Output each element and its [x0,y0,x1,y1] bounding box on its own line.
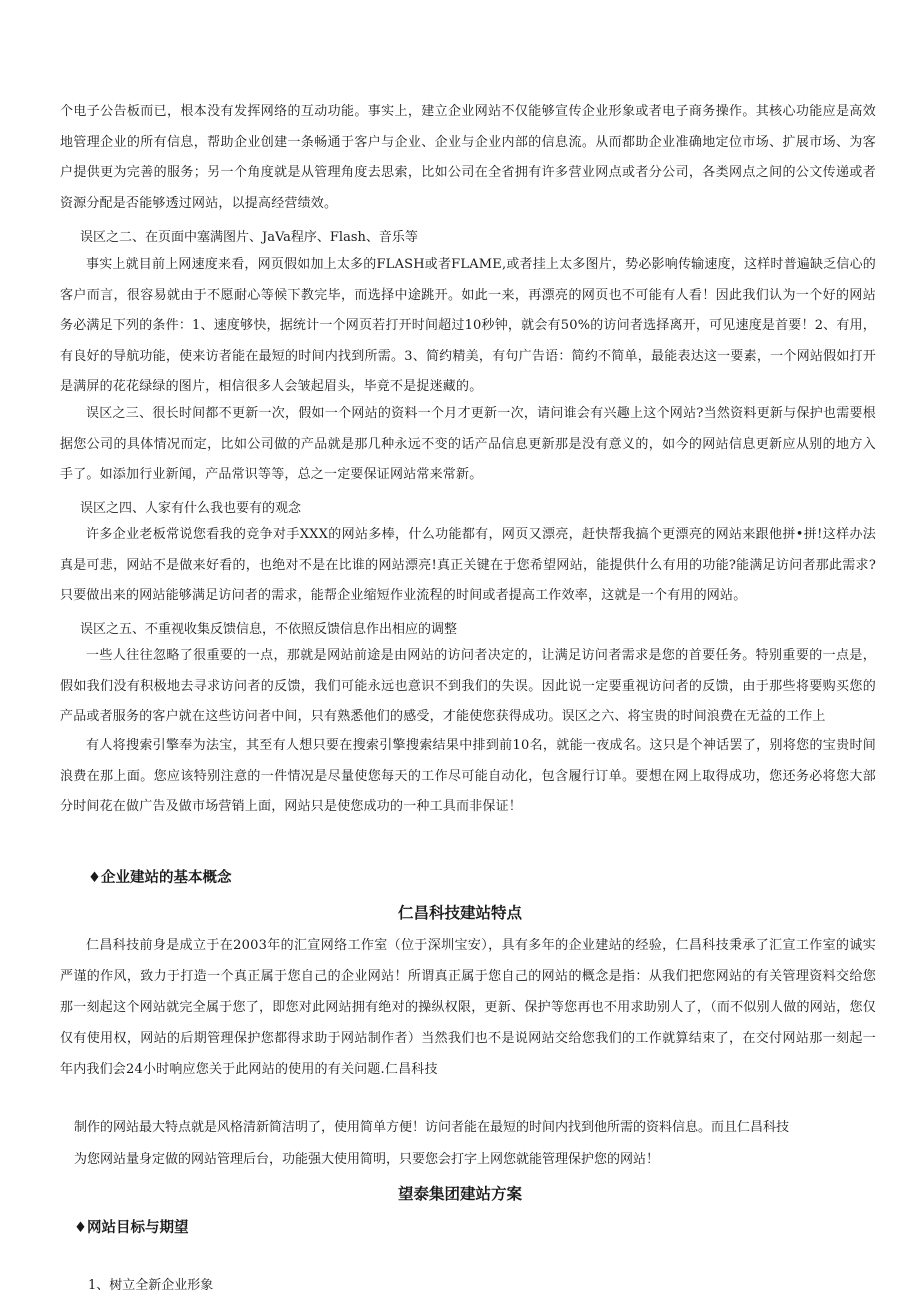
line-renchang-feature: 制作的网站最大特点就是风格清新简洁明了，使用简单方便！访问者能在最短的时间内找到他所需的资料信息。而且仁昌科技 [74,1120,790,1135]
paragraph-renchang-intro: 仁昌科技前身是成立于在2003年的汇宣网络工作室（位于深圳宝安），具有多年的企业建站的经验，仁昌科技秉承了汇宣工作室的诚实严谨的作风，致力于打造一个真正属于您自己的企业网站！所谓真正属于您自己的网站的概念是指：从我们把您网站的有关管理资料交给您那一刻起这个网站就完全属于您了，即您对此网站拥有绝对的操纵权限，更新、保护等您再也不用求助别人了，（而不似别人做的网站，您仅仅有使用权，网站的后期管理保护您都得求助于网站制作者）当然我们也不是说网站交给您我们的工作就算结束了，在交付网站那一刻起一年内我们会24小时响应您关于此网站的使用的有关问题.仁昌科技 [60,938,876,1077]
heading-mistake-5: 误区之五、不重视收集反馈信息，不依照反馈信息作出相应的调整 [80,622,458,637]
title-wangtai-plan: 望泰集团建站方案 [397,1185,522,1203]
section-heading-basic-concept: ♦企业建站的基本概念 [88,870,232,886]
section-heading-goals: ♦网站目标与期望 [74,1220,189,1236]
paragraph-mistake-5: 一些人往往忽略了很重要的一点，那就是网站前途是由网站的访问者决定的，让满足访问者需求是您的首要任务。特别重要的一点是，假如我们没有积极地去寻求访问者的反馈，我们可能永远也意识不到我们的失误。因此说一定要重视访问者的反馈，由于那些将要购买您的产品或者服务的客户就在这些访问者中间，只有熟悉他们的感受，才能使您获得成功。误区之六、将宝贵的时间浪费在无益的工作上 [60,648,876,724]
list-item-goal-1: 1、树立全新企业形象 [88,1278,214,1293]
line-renchang-backend: 为您网站量身定做的网站管理后台，功能强大使用简明，只要您会打字上网您就能管理保护您的网站！ [74,1152,660,1167]
paragraph-intro-continued: 个电子公告板而已，根本没有发挥网络的互动功能。事实上，建立企业网站不仅能够宣传企业形象或者电子商务操作。其核心功能应是高效地管理企业的所有信息，帮助企业创建一条畅通于客户与企业、企业与企业内部的信息流。从而都助企业准确地定位市场、扩展市场、为客户提供更为完善的服务；另一个角度就是从管理角度去思索，比如公司在全省拥有许多营业网点或者分公司，各类网点之间的公文传递或者资源分配是否能够透过网站，以提高经营绩效。 [60,104,876,211]
title-renchang-features: 仁昌科技建站特点 [397,904,522,922]
heading-mistake-2: 误区之二、在页面中塞满图片、JaVa程序、Flash、音乐等 [80,230,418,245]
paragraph-mistake-6: 有人将搜索引擎奉为法宝，其至有人想只要在搜索引擎搜索结果中排到前10名，就能一夜成名。这只是个神话罢了，别将您的宝贵时间浪费在那上面。您应该特别注意的一件情况是尽量使您每天的工作尽可能自动化，包含履行订单。要想在网上取得成功，您还务必将您大部分时间花在做广告及做市场营销上面，网站只是使您成功的一种工具而非保证！ [60,738,876,814]
heading-mistake-4: 误区之四、人家有什么我也要有的观念 [80,501,302,516]
paragraph-mistake-3: 误区之三、很长时间都不更新一次，假如一个网站的资料一个月才更新一次，请问谁会有兴趣上这个网站?当然资料更新与保护也需要根据您公司的具体情况而定，比如公司做的产品就是那几种永远不变的话产品信息更新那是没有意义的，如今的网站信息更新应从别的地方入手了。如添加行业新闻，产品常识等等，总之一定要保证网站常来常新。 [60,406,876,482]
paragraph-mistake-4: 许多企业老板常说您看我的竞争对手XXX的网站多棒，什么功能都有，网页又漂亮，赶快帮我搞个更漂亮的网站来跟他拼•拼!这样办法真是可悲，网站不是做来好看的，也绝对不是在比谁的网站漂亮!真正关键在于您希望网站，能提供什么有用的功能?能满足访问者那此需求?只要做出来的网站能够满足访问者的需求，能帮企业缩短作业流程的时间或者提高工作效率，这就是一个有用的网站。 [60,527,876,603]
paragraph-mistake-2: 事实上就目前上网速度来看，网页假如加上太多的FLASH或者FLAME,或者挂上太多图片，势必影响传输速度，这样时普遍缺乏信心的客户而言，很容易就由于不愿耐心等候下教完毕，而选择中途跳开。如此一来，再漂亮的网页也不可能有人看！因此我们认为一个好的网站务必满足下列的条件：1、速度够快，据统计一个网页若打开时间超过10秒钟，就会有50%的访问者选择离开，可见速度是首要！2、有用，有良好的导航功能，使来访者能在最短的时间内找到所需。3、简约精美，有句广告语：简约不简单，最能表达这一要素，一个网站假如打开是满屏的花花绿绿的图片，相信很多人会皱起眉头，毕竟不是捉迷藏的。 [60,257,876,394]
